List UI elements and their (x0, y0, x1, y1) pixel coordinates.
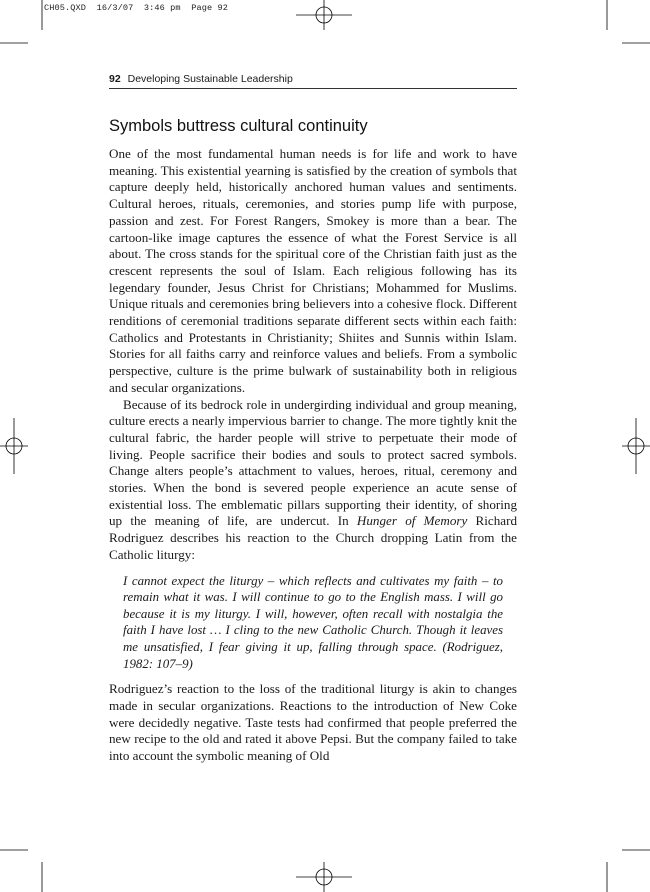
running-header (109, 73, 517, 89)
registration-mark-top (296, 0, 352, 30)
paragraph-3: Rodriguez’s reaction to the loss of the traditional liturgy is akin to changes made in secular organizations. Reactions to the introduction of New Coke were decidedly negative. Taste tests had confirmed that people preferred the new recipe to the old and rated it above Pepsi. But the company failed to take into account the symbolic meaning of Old (109, 681, 517, 763)
registration-mark-bottom (296, 862, 352, 892)
section-title: Symbols buttress cultural continuity (109, 117, 368, 135)
registration-mark-right (622, 418, 650, 474)
running-title: Developing Sustainable Leadership (127, 73, 293, 85)
paragraph-2 (109, 397, 517, 564)
print-slug: CH05.QXD 16/3/07 3:46 pm Page 92 (44, 3, 228, 13)
registration-mark-left (0, 418, 28, 474)
paragraph-2-text-a: Because of its bedrock role in undergirding individual and group meaning, culture erects a nearly impervious barrier to change. The more tightly knit the cultural fabric, the harder people will strive to perpetuate their mode of living. People sacrifice their bodies and souls to protect sacred symbols. Change alters people’s attachment to values, heroes, ritual, ceremony and stories. When the bond is severed people experience an acute sense of existential loss. The emblematic pillars supporting their identity, of shoring up the meaning of life, are undercut. In (109, 396, 517, 529)
block-quote: I cannot expect the liturgy – which reflects and cultivates my faith – to remain what it was. I will continue to go to the English mass. I will go because it is my liturgy. I will, however, often recall with nostalgia the faith I have lost … I cling to the new Catholic Church. Though it leaves me unsatisfied, I fear giving it up, falling through space. (Rodriguez, 1982: 107–9) (123, 573, 503, 671)
book-title: Hunger of Memory (356, 513, 468, 529)
body-text (109, 146, 517, 765)
paragraph-2-text-b: Richard Rodriguez describes his reaction to the Church dropping Latin from the Catholic liturgy: (109, 513, 517, 562)
paragraph-1: One of the most fundamental human needs is for life and work to have meaning. This existential yearning is satisfied by the creation of symbols that capture deeply held, historically anchored human values and sentiments. Cultural heroes, rituals, ceremonies, and stories pump life with purpose, passion and zest. For Forest Rangers, Smokey is more than a bear. The cartoon-like image captures the essence of what the Forest Service is all about. The cross stands for the spiritual core of the Christian faith just as the crescent represents the soul of Islam. Each religious following has its legendary founder, Jesus Christ for Christians; Mohammed for Muslims. Unique rituals and ceremonies bring believers into a cohesive flock. Different renditions of ceremonial traditions separate different sects within each faith: Catholics and Protestants in Christianity; Shiites and Sunnis within Islam. Stories for all faiths carry and reinforce values and beliefs. From a symbolic perspective, culture is the prime bulwark of sustainability both in religious and secular organizations. (109, 146, 517, 395)
page-number: 92 (109, 73, 121, 85)
